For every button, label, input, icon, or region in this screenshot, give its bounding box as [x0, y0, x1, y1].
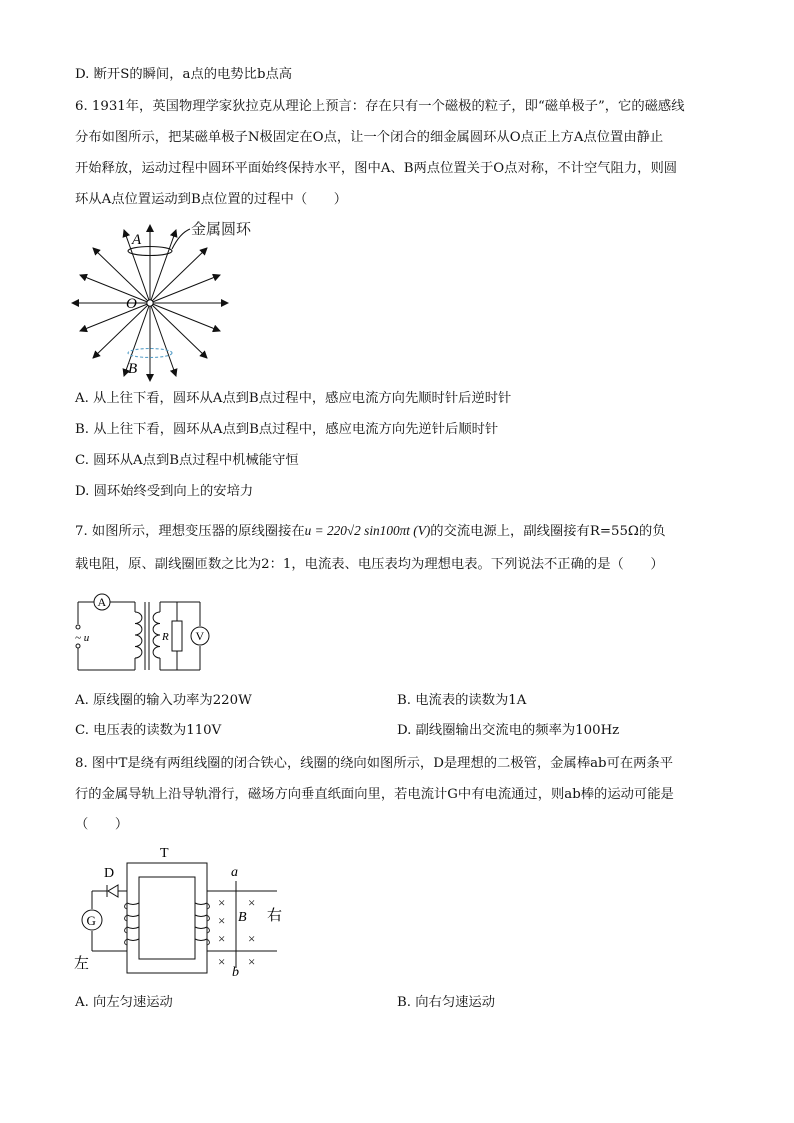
q7-stem-line-1 — [75, 522, 666, 541]
resistor-label: R — [162, 631, 169, 643]
transformer-figure — [70, 590, 230, 672]
iron-core-inner — [139, 877, 195, 959]
primary-coil — [135, 612, 142, 658]
point-b-label: B — [128, 361, 138, 377]
q7-formula: u = 220√2 sin100πt (V) — [304, 523, 431, 538]
core-rail-figure — [72, 843, 302, 978]
diode-symbol — [100, 885, 118, 897]
field-cross: × — [248, 954, 256, 969]
q7-stem-before: 7. 如图所示，理想变压器的原线圈接在 — [75, 524, 305, 539]
galvanometer-label: G — [86, 913, 96, 928]
q8-stem-line-2: 行的金属导轨上沿导轨滑行，磁场方向垂直纸面向里，若电流计G中有电流通过，则ab棒的运动可能是 — [75, 787, 674, 802]
left-coil — [127, 903, 139, 941]
field-cross: × — [218, 895, 226, 910]
q6-stem-line-2: 分布如图所示，把某磁单极子N极固定在O点，让一个闭合的细金属圆环从O点正上方A点位置由静止 — [75, 130, 664, 145]
q7-option-a: A. 原线圈的输入功率为220W — [75, 693, 252, 708]
field-cross: × — [218, 954, 226, 969]
diode-label: D — [104, 866, 115, 881]
q5-option-d: D. 断开S的瞬间，a点的电势比b点高 — [75, 67, 293, 82]
q8-option-b: B. 向右匀速运动 — [397, 995, 496, 1010]
resistor-symbol — [172, 621, 182, 651]
q7-option-c: C. 电压表的读数为110V — [75, 723, 222, 738]
q7-stem-after: 的交流电源上，副线圈接有R=55Ω的负 — [430, 524, 666, 539]
q7-option-d: D. 副线圈输出交流电的频率为100Hz — [397, 723, 620, 738]
source-terminal-top — [76, 625, 80, 629]
q6-option-b: B. 从上往下看，圆环从A点到B点过程中，感应电流方向先逆针后顺时针 — [75, 422, 499, 437]
ring-label-leader — [172, 229, 190, 249]
field-cross: × — [248, 895, 256, 910]
voltmeter-label: V — [195, 629, 205, 643]
q7-option-b: B. 电流表的读数为1A — [397, 693, 527, 708]
field-cross: × — [218, 913, 226, 928]
q6-stem-line-1: 6. 1931年，英国物理学家狄拉克从理论上预言：存在只有一个磁极的粒子，即“磁单极子”，它的磁感线 — [75, 99, 685, 114]
rod-label-b: b — [232, 965, 239, 980]
q7-stem-line-2: 载电阻，原、副线圈匝数之比为2：1，电流表、电压表均为理想电表。下列说法不正确的是（ ） — [75, 557, 664, 572]
point-o-label: O — [126, 296, 137, 312]
field-crosses — [218, 895, 255, 969]
source-terminal-bottom — [76, 644, 80, 648]
right-coil — [195, 903, 207, 941]
q6-stem-line-3: 开始释放，运动过程中圆环平面始终保持水平，图中A、B两点位置关于O点对称，不计空气阻力，则圆 — [75, 161, 678, 176]
q8-option-a: A. 向左匀速运动 — [75, 995, 173, 1010]
point-a-label: A — [132, 232, 142, 248]
ammeter-label: A — [97, 595, 107, 609]
q8-stem-line-3: （ ） — [75, 817, 129, 832]
q6-option-d: D. 圆环始终受到向上的安培力 — [75, 484, 254, 499]
q8-stem-line-1: 8. 图中T是绕有两组线圈的闭合铁心，线圈的绕向如图所示，D是理想的二极管，金属棒ab可在两条平 — [75, 756, 674, 771]
q6-option-a: A. 从上往下看，圆环从A点到B点过程中，感应电流方向先顺时针后逆时针 — [75, 391, 512, 406]
right-label: 右 — [267, 908, 283, 924]
field-cross: × — [248, 931, 256, 946]
field-label: B — [238, 910, 247, 925]
point-o-dot — [147, 300, 153, 306]
source-label: ~ u — [75, 632, 90, 644]
field-cross: × — [218, 931, 226, 946]
ring-label: 金属圆环 — [191, 222, 252, 238]
secondary-coil — [153, 612, 160, 658]
core-label: T — [160, 846, 169, 861]
monopole-figure — [68, 215, 268, 380]
left-label: 左 — [74, 956, 90, 972]
q6-stem-line-4: 环从A点位置运动到B点位置的过程中（ ） — [75, 192, 348, 207]
rod-label-a: a — [231, 865, 238, 880]
q6-option-c: C. 圆环从A点到B点过程中机械能守恒 — [75, 453, 299, 468]
